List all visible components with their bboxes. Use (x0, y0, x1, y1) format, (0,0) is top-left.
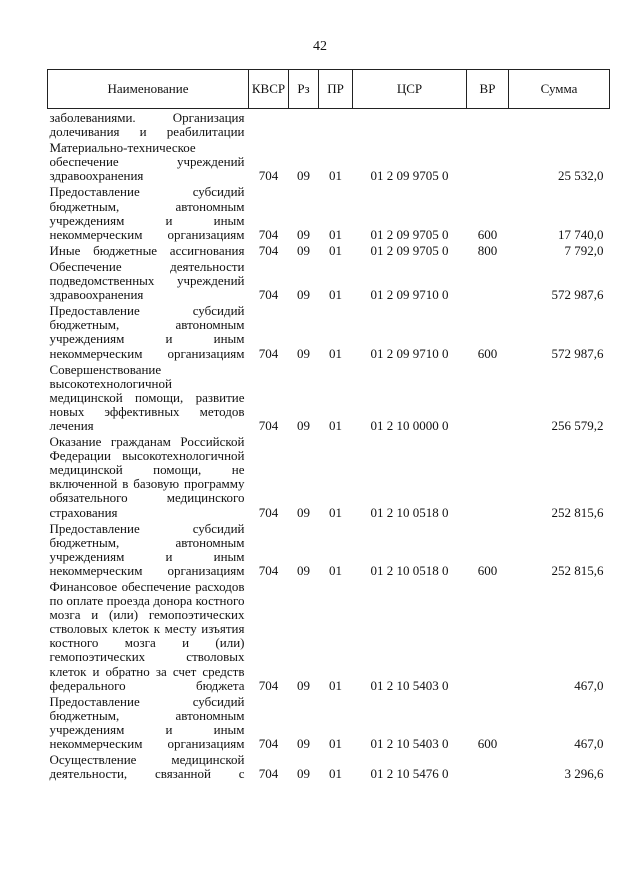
header-name: Наименование (48, 70, 249, 109)
cell-vr (467, 578, 509, 693)
cell-pr: 01 (329, 766, 342, 782)
table-row (48, 361, 610, 433)
cell-vr: 600 (477, 562, 498, 578)
cell-kvsr: 704 (258, 287, 279, 303)
header-vr: ВР (467, 70, 509, 109)
cell-csr: 01 2 09 9710 0 (370, 345, 449, 361)
cell-name: Предоставление субсидий бюджетным, автономным учреждениям и иным некоммерческим организациям (49, 184, 245, 242)
cell-vr: 600 (477, 345, 498, 361)
cell-vr: 600 (477, 226, 498, 242)
cell-sum: 17 740,0 (558, 226, 604, 242)
table-row (48, 258, 610, 302)
cell-rz: 09 (297, 242, 310, 258)
table-header-row (48, 70, 610, 109)
cell-kvsr: 704 (258, 168, 279, 184)
header-rz: Рз (289, 70, 319, 109)
header-csr: ЦСР (353, 70, 467, 109)
cell-name: Предоставление субсидий бюджетным, автономным учреждениям и иным некоммерческим организациям (49, 520, 245, 578)
page-number: 42 (313, 39, 327, 54)
budget-table (47, 69, 610, 781)
cell-csr: 01 2 10 5403 0 (370, 736, 449, 752)
cell-kvsr: 704 (258, 736, 279, 752)
cell-sum: 252 815,6 (551, 504, 604, 520)
cell-rz (289, 109, 319, 140)
cell-name: Финансовое обеспечение расходов по оплате проезда донора костного мозга и (или) гемопоэтических стволовых клеток к месту изъятия костного мозга и (или) гемопоэтических стволовых клеток и обратно за счет средств федерального бюджета (49, 579, 245, 693)
cell-csr: 01 2 09 9705 0 (370, 168, 449, 184)
cell-kvsr: 704 (258, 504, 279, 520)
cell-name: заболеваниями. Организация долечивания и реабилитации (49, 110, 245, 140)
cell-vr (467, 433, 509, 520)
table-row (48, 751, 610, 781)
cell-rz: 09 (297, 226, 310, 242)
cell-csr: 01 2 10 5403 0 (370, 677, 449, 693)
cell-sum: 7 792,0 (564, 242, 604, 258)
table-row (48, 520, 610, 578)
cell-pr: 01 (329, 345, 342, 361)
cell-csr: 01 2 10 5476 0 (370, 766, 449, 782)
cell-kvsr: 704 (258, 562, 279, 578)
cell-pr: 01 (329, 504, 342, 520)
cell-kvsr: 704 (258, 766, 279, 782)
cell-name: Материально-техническое обеспечение учреждений здравоохранения (49, 140, 245, 184)
cell-name: Предоставление субсидий бюджетным, автономным учреждениям и иным некоммерческим организациям (49, 303, 245, 361)
table-row (48, 578, 610, 693)
cell-pr: 01 (329, 562, 342, 578)
cell-sum: 252 815,6 (551, 562, 604, 578)
cell-pr: 01 (329, 226, 342, 242)
cell-pr: 01 (329, 677, 342, 693)
table-row (48, 183, 610, 241)
cell-rz: 09 (297, 345, 310, 361)
cell-kvsr: 704 (258, 345, 279, 361)
cell-pr: 01 (329, 168, 342, 184)
cell-kvsr: 704 (258, 677, 279, 693)
cell-vr: 600 (477, 736, 498, 752)
cell-vr: 800 (477, 242, 498, 258)
cell-kvsr: 704 (258, 226, 279, 242)
cell-sum (509, 109, 610, 140)
cell-kvsr (249, 109, 289, 140)
cell-sum: 572 987,6 (551, 345, 604, 361)
cell-rz: 09 (297, 504, 310, 520)
header-pr: ПР (319, 70, 353, 109)
cell-rz: 09 (297, 562, 310, 578)
cell-vr (467, 139, 509, 183)
cell-sum: 3 296,6 (564, 766, 604, 782)
table-row (48, 109, 610, 140)
table-row (48, 139, 610, 183)
cell-rz: 09 (297, 417, 310, 433)
cell-pr (319, 109, 353, 140)
cell-vr (467, 361, 509, 433)
cell-sum: 572 987,6 (551, 287, 604, 303)
table-row (48, 693, 610, 751)
cell-name: Предоставление субсидий бюджетным, автономным учреждениям и иным некоммерческим организациям (49, 693, 245, 752)
cell-rz: 09 (297, 766, 310, 782)
cell-rz: 09 (297, 168, 310, 184)
cell-csr (353, 109, 467, 140)
cell-csr: 01 2 10 0000 0 (370, 417, 449, 433)
cell-sum: 467,0 (574, 736, 604, 752)
cell-name: Осуществление медицинской деятельности, связанной с (49, 752, 245, 782)
cell-csr: 01 2 09 9705 0 (370, 242, 449, 258)
table-row (48, 242, 610, 258)
cell-vr (467, 258, 509, 302)
cell-pr: 01 (329, 417, 342, 433)
cell-pr: 01 (329, 736, 342, 752)
cell-name: Оказание гражданам Российской Федерации высокотехнологичной медицинской помощи, не включенной в базовую программу обязательного медицинского страхования (49, 434, 245, 520)
cell-name: Иные бюджетные ассигнования (49, 242, 245, 258)
cell-vr (467, 751, 509, 781)
cell-sum: 25 532,0 (558, 168, 604, 184)
cell-csr: 01 2 10 0518 0 (370, 504, 449, 520)
cell-rz: 09 (297, 736, 310, 752)
header-kvsr: КВСР (249, 70, 289, 109)
table-row (48, 302, 610, 360)
cell-sum: 467,0 (574, 677, 604, 693)
cell-pr: 01 (329, 242, 342, 258)
cell-csr: 01 2 09 9705 0 (370, 226, 449, 242)
cell-csr: 01 2 09 9710 0 (370, 287, 449, 303)
cell-name: Совершенствование высокотехнологичной медицинской помощи, развитие новых эффективных методов лечения (49, 361, 245, 433)
cell-name: Обеспечение деятельности подведомственных учреждений здравоохранения (49, 258, 245, 303)
header-sum: Сумма (509, 70, 610, 109)
cell-kvsr: 704 (258, 417, 279, 433)
table-row (48, 433, 610, 520)
cell-pr: 01 (329, 287, 342, 303)
cell-kvsr: 704 (258, 242, 279, 258)
cell-sum: 256 579,2 (551, 417, 604, 433)
cell-rz: 09 (297, 677, 310, 693)
cell-vr (467, 109, 509, 140)
cell-rz: 09 (297, 287, 310, 303)
cell-csr: 01 2 10 0518 0 (370, 562, 449, 578)
